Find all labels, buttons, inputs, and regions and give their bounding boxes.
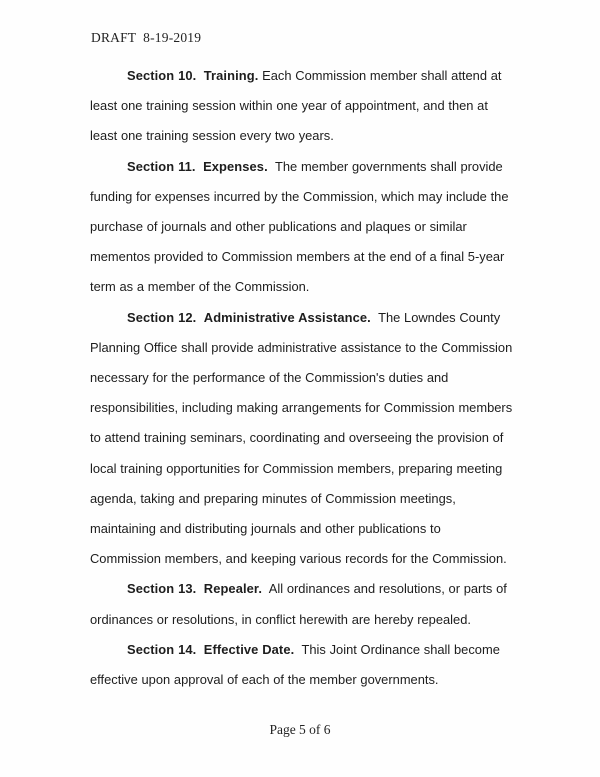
section-body-10: Each Commission member shall attend at least one training session within one year of appointment, and then at least one training session every two years. (90, 68, 502, 144)
section-title-12: Administrative Assistance. (203, 309, 371, 325)
section-body-11: The member governments shall provide funding for expenses incurred by the Commission, which may include the purchase of journals and other publications and plaques or similar mementos provided to Commission members at the end of a final 5-year term as a member of the Commission. (90, 158, 509, 295)
document-body (90, 61, 514, 695)
section-title-14: Effective Date. (203, 641, 295, 657)
section-paragraph-10 (90, 61, 514, 152)
section-paragraph-14 (90, 635, 514, 695)
section-paragraph-13 (90, 574, 514, 634)
section-title-gap-13 (262, 581, 269, 596)
section-title-11: Expenses. (203, 158, 268, 174)
section-number-10: Section 10. (127, 68, 197, 83)
section-title-gap-12 (371, 310, 378, 325)
section-paragraph-12 (90, 303, 514, 575)
page-number-footer: Page 5 of 6 (269, 722, 331, 737)
section-title-13: Repealer. (203, 581, 263, 597)
section-body-12: The Lowndes County Planning Office shall provide administrative assistance to the Commission necessary for the performance of the Commission's duties and responsibilities, including making arrangements for Commission members to attend training seminars, coordinating and overseeing the provision of local training opportunities for Commission members, preparing meeting agenda, taking and preparing minutes of Commission meetings, maintaining and distributing journals and other publications to Commission members, and keeping various records for the Commission. (90, 309, 513, 567)
section-number-11: Section 11. (127, 158, 196, 174)
section-body-13: All ordinances and resolutions, or parts of ordinances or resolutions, in conflict herewith are hereby repealed. (90, 581, 507, 627)
section-number-12: Section 12. (127, 309, 197, 325)
section-title-10: Training. (203, 68, 259, 83)
section-heading-gap-14 (196, 642, 203, 657)
section-heading-gap-12 (196, 310, 203, 325)
section-heading-gap-13 (196, 581, 203, 596)
section-paragraph-11 (90, 152, 514, 303)
section-heading-gap-10 (196, 68, 203, 83)
section-title-gap-14 (294, 642, 301, 657)
section-number-14: Section 14. (127, 641, 197, 657)
section-body-14: This Joint Ordinance shall become effective upon approval of each of the member governments. (90, 641, 500, 688)
section-title-gap-11 (268, 159, 275, 174)
document-header: DRAFT 8-19-2019 (91, 30, 202, 45)
section-heading-gap-11 (196, 159, 203, 174)
section-number-13: Section 13. (127, 581, 197, 597)
